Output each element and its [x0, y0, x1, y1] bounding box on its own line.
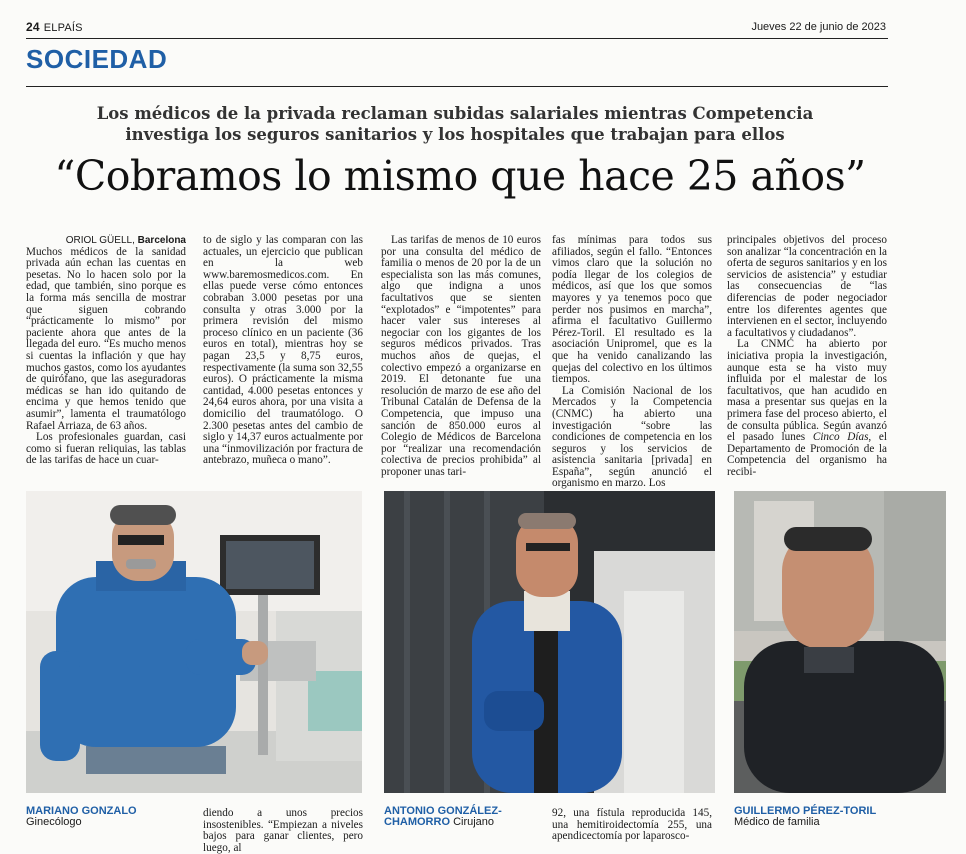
caption-3 — [734, 806, 894, 828]
article-column-1 — [26, 235, 186, 467]
byline-author: ORIOL GÜELL, — [65, 235, 135, 246]
article-continuation-2: 92, una fístula reproducida 145, una hemitiroidectomía 255, una apendicectomía por laparosco- — [552, 807, 712, 843]
article-column-2 — [203, 235, 363, 467]
paragraph: fas mínimas para todos sus afiliados, según el fallo. “Entonces vimos claro que la solución no podía llegar de los colegios de médicos, así que los que somos mayores y ya tenemos poco que perder nos pusimos en marcha”, afirma el facultativo Guillermo Pérez-Toril. El resultado es la asociación Unipromel, que es la que ha venido canalizando las quejas del colectivo en los últimos tiempos. — [552, 234, 712, 386]
paragraph-text: , el Departamento de Promoción de la Competencia del organismo ha recibi- — [727, 431, 887, 478]
paragraph: to de siglo y las comparan con las actuales, un ejercicio que publican en la web www.baremosmedicos.com. En ellas puede verse cómo entonces cobraban 3.000 pesetas por una consulta y otras 3.000 por la primera revisión del mismo proceso clínico en un paciente (36 euros en total), mientras hoy se pagan 23,5 y 8,75 euros, respectivamente (la suma son 32,55 euros). O prácticamente la misma cantidad, 4.000 pesetas entonces y 24,64 euros ahora, por una visita a domicilio del traumatólogo. O 2.300 pesetas antes del cambio de siglo y 14,37 euros actualmente por una “inmovilización por fractura de antebrazo, muñeca o mano”. — [203, 234, 363, 467]
caption-name: ANTONIO GONZÁLEZ-CHAMORRO — [384, 805, 502, 828]
caption-name: MARIANO GONZALO — [26, 805, 137, 817]
top-rule — [26, 38, 888, 39]
paragraph: La Comisión Nacional de los Mercados y la Competencia (CNMC) ha abierto una investigación “sobre las condiciones de competencia en los seguros y los servicios de asistencia sanitaria [privada] en España”, según anunció el organismo en marzo. Los — [552, 384, 712, 490]
caption-1 — [26, 806, 186, 828]
subhead-line-1: Los médicos de la privada reclaman subidas salariales mientras Competencia — [96, 104, 814, 123]
caption-role: Cirujano — [453, 816, 495, 828]
article-continuation-1: diendo a unos precios insostenibles. “Empiezan a niveles bajos para ganar clientes, pero luego, al — [203, 807, 363, 854]
article-column-4 — [552, 235, 712, 490]
page-folio — [26, 20, 83, 34]
photo-guillermo-perez-toril — [734, 491, 946, 793]
paragraph-text: La CNMC ha abierto por iniciativa propia la investigación, aunque esta se ha visto muy influida por el malestar de los facultativos, que han acudido en masa a presentar sus quejas en la primera fase del proceso abierto, el de consulta pública. Según avanzó el pasado lunes — [727, 338, 887, 444]
caption-2 — [384, 806, 534, 828]
paragraph: principales objetivos del proceso son analizar “la concentración en la oferta de seguros sanitarios y en los servicios de asistencia” y estudiar las consecuencias de “las diferencias de poder negociador entre los diferentes agentes que intervienen en el sector, incluyendo a facultativos y ciudadanos”. — [727, 234, 887, 339]
caption-role: Médico de familia — [734, 816, 820, 828]
article-column-5 — [727, 235, 887, 478]
byline-place: Barcelona — [137, 235, 186, 246]
photo-mariano-gonzalo — [26, 491, 362, 793]
issue-date: Jueves 22 de junio de 2023 — [751, 21, 886, 33]
subhead-line-2: investiga los seguros sanitarios y los hospitales que trabajan para ellos — [125, 125, 785, 144]
article-headline: “Cobramos lo mismo que hace 25 años” — [54, 152, 866, 200]
page-number: 24 — [26, 20, 40, 34]
section-title: SOCIEDAD — [26, 44, 168, 74]
article-column-3 — [381, 235, 541, 478]
article-subhead — [60, 103, 850, 145]
caption-line — [734, 806, 894, 828]
byline — [26, 235, 186, 247]
caption-role: Ginecólogo — [26, 816, 82, 828]
section-rule — [26, 86, 888, 87]
publication-name: Cinco Días — [812, 431, 869, 444]
caption-name: GUILLERMO PÉREZ-TORIL — [734, 805, 877, 817]
photo-antonio-gonzalez-chamorro — [384, 491, 715, 793]
newspaper-name: ELPAÍS — [43, 22, 83, 34]
paragraph: Las tarifas de menos de 10 euros por una consulta del médico de familia o menos de 20 por la de un especialista son las más comunes, algo que indigna a unos facultativos que se sienten “explotados” e “impotentes” para hacer valer sus intereses al negociar con los gigantes de los seguros médicos privados. Tras muchos años de quejas, el colectivo empezó a organizarse en 2019. El detonante fue una resolución de marzo de ese año del Tribunal Catalán de Defensa de la Competencia, que impuso una sanción de 850.000 euros al Colegio de Médicos de Barcelona por “realizar una recomendación colectiva de precios prohibida” al proponer unas tari- — [381, 234, 541, 478]
paragraph: Muchos médicos de la sanidad privada aún echan las cuentas en pesetas. No lo hacen solo por la edad, que también, sino porque es la forma más sencilla de mostrar que siguen cobrando “prácticamente lo mismo” por paciente ahora que antes de la llegada del euro. “Es mucho menos si cuentas la inflación y que hay muchos gastos, como los ayudantes de quirófano, que las aseguradoras médicas se han ido quitando de encima y que hemos tenido que asumir”, lamenta el traumatólogo Rafael Arriaza, de 63 años. — [26, 245, 186, 432]
paragraph: Los profesionales guardan, casi como si fueran reliquias, las tablas de las tarifas de hace un cuar- — [26, 431, 186, 467]
paragraph — [727, 339, 887, 478]
caption-line — [384, 806, 534, 828]
